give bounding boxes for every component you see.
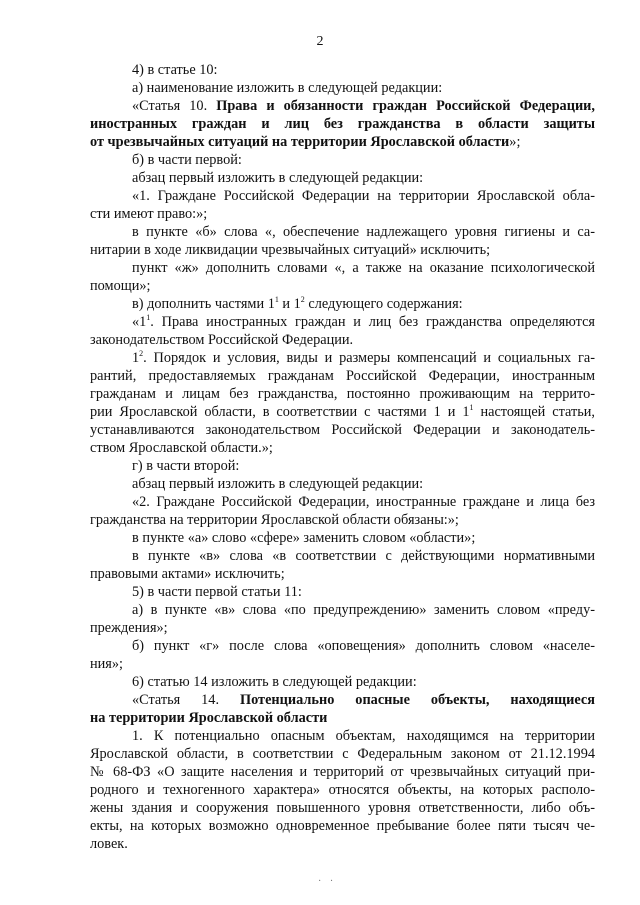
superscript: 2 [139,349,144,358]
text-fragment: «1 [132,314,147,330]
text-line: г) в части второй: [132,458,240,474]
text-fragment: . Порядок и условия, виды и размеры компенсаций и социальных га- [143,350,595,366]
text-line [90,403,595,421]
text-line: законодательством Российской Федерации. [90,332,354,348]
article-heading-line [90,97,595,115]
text-line [90,349,595,367]
text-line: № 68-ФЗ «О защите населения и территорий от чрезвычайных ситуаций при- [90,764,595,780]
text-line: нитарии в ходе ликвидации чрезвычайных ситуаций» исключить; [90,242,491,258]
text-line: а) в пункте «в» слова «по предупреждению» заменить словом «преду- [132,602,595,618]
text-line: 6) статью 14 изложить в следующей редакции: [132,674,417,690]
article-title: от чрезвычайных ситуаций на территории Ярославской области [90,134,510,150]
scan-artifact-dots: · · [318,876,337,887]
text-line: правовыми актами» исключить; [90,566,285,582]
article-title: иностранных граждан и лиц без гражданства в области защиты [90,116,595,132]
document-body [90,61,595,853]
text-line: ством Ярославской области.»; [90,440,273,456]
text-line: в пункте «б» слова «, обеспечение надлежащего уровня гигиены и са- [132,224,595,240]
text-line [90,295,595,313]
article-prefix: «Статья 10. [132,98,217,114]
article-heading-line [90,115,595,133]
article-title: на территории Ярославской области [90,710,328,726]
text-line: преждения»; [90,620,168,636]
text-line [90,313,595,331]
text-fragment: в) дополнить частями 1 [132,296,275,312]
text-line: ловек. [90,836,128,852]
text-line: сти имеют право:»; [90,206,208,222]
text-line: абзац первый изложить в следующей редакции: [132,476,424,492]
text-line: родного и техногенного характера» относятся объекты, на которых располо- [90,782,595,798]
text-line: Ярославской области, в соответствии с Федеральным законом от 21.12.1994 [90,746,595,762]
text-line: б) в части первой: [132,152,242,168]
text-line: гражданам и лицам без гражданства, постоянно проживающим на террито- [90,386,595,402]
text-fragment: 1 [132,350,140,366]
text-fragment: настоящей статьи, [473,404,596,420]
text-fragment: и 1 [278,296,301,312]
text-line: екты, на которых возможно одновременное пребывание более пяти тысяч че- [90,818,595,834]
superscript: 1 [146,313,151,322]
superscript: 1 [469,403,474,412]
text-line: ния»; [90,656,123,672]
text-line: рантий, предоставляемых гражданам Российской Федерации, иностранным [90,368,595,384]
text-line: пункт «ж» дополнить словами «, а также на оказание психологической [132,260,595,276]
text-line: 4) в статье 10: [132,62,218,78]
article-heading-line [90,691,595,709]
article-heading-line [90,709,595,727]
text-line: б) пункт «г» после слова «оповещения» дополнить словом «населе- [132,638,595,654]
text-line: помощи»; [90,278,151,294]
text-line: в пункте «а» слово «сфере» заменить словом «области»; [132,530,476,546]
article-prefix: «Статья 14. [132,692,240,708]
article-heading-line [90,133,595,151]
text-line: 5) в части первой статьи 11: [132,584,302,600]
superscript: 1 [274,295,279,304]
text-fragment: . Права иностранных граждан и лиц без гражданства определяются [150,314,595,330]
superscript: 2 [300,295,305,304]
article-title: Права и обязанности граждан Российской Федерации, [216,98,595,114]
page-number: 2 [316,34,324,49]
text-fragment: следующего содержания: [304,296,463,312]
text-line: «1. Граждане Российской Федерации на территории Ярославской обла- [132,188,595,204]
text-line: жены здания и сооружения повышенного уровня ответственности, либо объ- [90,800,595,816]
text-fragment: »; [509,134,521,150]
text-line: устанавливаются законодательством Российской Федерации и законодатель- [90,422,595,438]
text-fragment: рии Ярославской области, в соответствии с частями 1 и 1 [90,404,470,420]
text-line: в пункте «в» слова «в соответствии с действующими нормативными [132,548,595,564]
text-line: а) наименование изложить в следующей редакции: [132,80,443,96]
text-line: «2. Граждане Российской Федерации, иностранные граждане и лица без [132,494,595,510]
article-title: Потенциально опасные объекты, находящиеся [239,692,595,708]
text-line: 1. К потенциально опасным объектам, находящимся на территории [132,728,595,744]
text-line: абзац первый изложить в следующей редакции: [132,170,424,186]
text-line: гражданства на территории Ярославской области обязаны:»; [90,512,459,528]
